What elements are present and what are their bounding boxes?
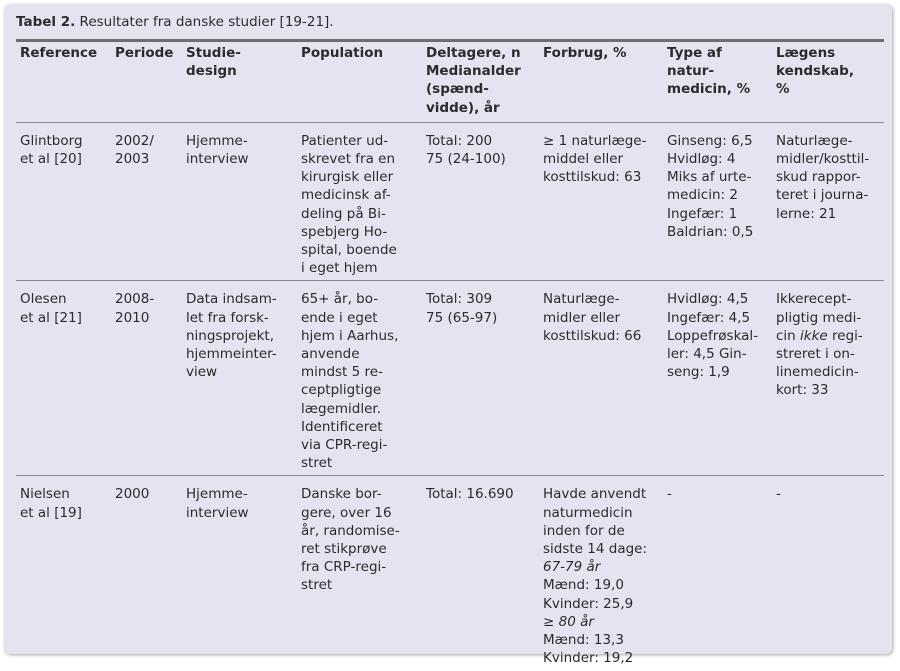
cell-forbrug <box>539 281 663 476</box>
cell-population: Danske bor- gere, over 16 år, randomise- ret stikprøve fra CRP-regi- stret <box>301 486 400 594</box>
text-segment: ≥ 1 naturlæge- middel eller kosttilskud: 63 <box>543 132 647 186</box>
cell-periode: 2000 <box>115 486 150 503</box>
column-header-population: Population <box>297 42 422 122</box>
column-header-periode: Periode <box>111 42 182 122</box>
text-segment: - <box>776 486 781 503</box>
cell-periode: 2008- 2010 <box>111 281 182 476</box>
text-segment: regi- streret i on- linemedicin- kort: 33 <box>776 327 863 399</box>
table-row <box>16 476 884 671</box>
table-caption <box>16 12 334 32</box>
cell-laegens-kendskab <box>772 476 884 671</box>
column-header-forbrug: Forbrug, % <box>539 42 663 122</box>
italic-text: 67-79 år <box>543 559 601 576</box>
table-row <box>16 281 884 476</box>
cell-reference: Nielsen et al [19] <box>20 486 82 521</box>
cell-forbrug <box>539 122 663 281</box>
cell-deltagere: Total: 200 75 (24-100) <box>422 122 539 281</box>
cell-type-naturmedicin: - <box>667 486 672 503</box>
cell-periode: 2002/ 2003 <box>111 122 182 281</box>
column-header-studie-design: Studie- design <box>182 42 297 122</box>
results-table <box>16 42 884 671</box>
cell-studie-design: Data indsam- let fra forsk- ningsprojekt, hjemmeinter- view <box>182 281 297 476</box>
column-header-type-naturmedicin: Type af natur- medicin, % <box>663 42 772 122</box>
table-panel <box>4 4 892 667</box>
cell-reference: Olesen et al [21] <box>16 281 111 476</box>
table-caption-label: Tabel 2. <box>16 14 76 30</box>
cell-laegens-kendskab <box>772 281 884 476</box>
cell-deltagere: Total: 16.690 <box>426 486 514 503</box>
cell-type-naturmedicin: Ginseng: 6,5 Hvidløg: 4 Miks af urte- medicin: 2 Ingefær: 1 Baldrian: 0,5 <box>663 122 772 281</box>
cell-population: 65+ år, bo- ende i eget hjem i Aarhus, anvende mindst 5 re- ceptpligtige lægemidler. Identificeret via CPR-regi- stret <box>297 281 422 476</box>
text-segment: Mænd: 13,3 Kvinder: 19,2 <box>543 632 634 667</box>
text-segment: Havde anvendt naturmedicin inden for de sidste 14 dage: <box>543 486 648 558</box>
table-row <box>16 122 884 281</box>
cell-deltagere: Total: 309 75 (65-97) <box>422 281 539 476</box>
cell-type-naturmedicin: Hvidløg: 4,5 Ingefær: 4,5 Loppefrøskal- ler: 4,5 Gin- seng: 1,9 <box>663 281 772 476</box>
text-segment: Naturlæge- midler eller kosttilskud: 66 <box>543 291 642 344</box>
cell-reference: Glintborg et al [20] <box>16 122 111 281</box>
table-caption-text: Resultater fra danske studier [19-21]. <box>75 14 334 30</box>
italic-text: 80 år <box>558 613 594 630</box>
italic-text: ikke <box>800 327 828 344</box>
cell-studie-design: Hjemme- interview <box>186 486 249 521</box>
cell-forbrug <box>539 476 663 671</box>
column-header-reference: Reference <box>16 42 111 122</box>
cell-population: Patienter ud- skrevet fra en kirurgisk eller medicinsk af- deling på Bi- spebjerg Ho- spital, boende i eget hjem <box>297 122 422 281</box>
text-segment: Ikkerecept- pligtig medi- cin <box>776 291 862 344</box>
cell-studie-design: Hjemme- interview <box>182 122 297 281</box>
column-header-deltagere: Deltagere, n Medianalder (spænd- vidde), år <box>422 42 539 122</box>
header-row <box>16 42 884 122</box>
text-segment: Mænd: 19,0 Kvinder: 25,9 ≥ <box>543 577 634 630</box>
column-header-laegens-kendskab: Lægens kendskab, % <box>772 42 884 122</box>
cell-laegens-kendskab <box>772 122 884 281</box>
text-segment: Naturlæge- midler/kosttil- skud rappor- teret i journa- lerne: 21 <box>776 132 870 222</box>
